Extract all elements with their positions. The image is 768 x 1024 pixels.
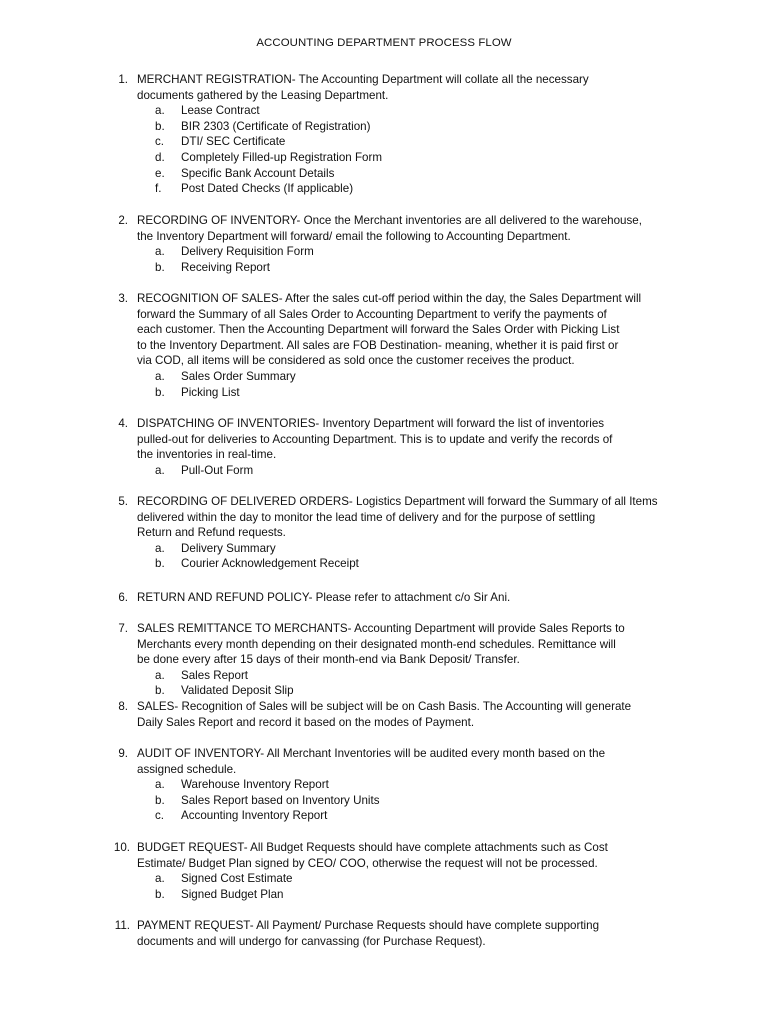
sub-item-letter: b.	[155, 793, 165, 807]
item-number: 3.	[118, 292, 128, 305]
item-text: AUDIT OF INVENTORY- All Merchant Inventories will be audited every month based on the assigned schedule.	[137, 747, 606, 776]
sub-item-letter: c.	[155, 809, 165, 823]
sub-item-text: Picking List	[181, 385, 240, 399]
sub-item-letter: b.	[155, 385, 165, 399]
item-text: BUDGET REQUEST- All Budget Requests should have complete attachments such as Cost Estimate/ Budget Plan signed by CEO/ COO, otherwise the request will not be processed.	[137, 841, 608, 870]
sub-item-text: Receiving Report	[181, 260, 270, 274]
item-text: SALES- Recognition of Sales will be subject will be on Cash Basis. The Accounting will generate Daily Sales Report and record it based on the modes of Payment.	[137, 700, 632, 729]
sub-item-text: Pull-Out Form	[181, 463, 254, 477]
sub-item-text: Sales Report	[181, 668, 249, 682]
item-number: 5.	[118, 495, 128, 508]
item-number: 8.	[118, 700, 128, 713]
sub-item-letter: b.	[155, 119, 165, 133]
sub-item-letter: c.	[155, 135, 165, 149]
sub-item-letter: b.	[155, 684, 165, 698]
sub-item-letter: a.	[155, 541, 165, 555]
sub-item-letter: b.	[155, 260, 165, 274]
item-number: 7.	[118, 622, 128, 635]
sub-item-text: Warehouse Inventory Report	[181, 778, 329, 792]
sub-item-text: Sales Order Summary	[181, 370, 296, 383]
item-text: RECORDING OF DELIVERED ORDERS- Logistics Department will forward the Summary of all Items delivered within the day to monitor the lead time of delivery and for the purpose of settling Return and Refund requests.	[137, 495, 658, 540]
item-text: MERCHANT REGISTRATION- The Accounting Department will collate all the necessary documents gathered by the Leasing Department.	[137, 73, 589, 102]
item-number: 1.	[118, 73, 128, 86]
item-text: PAYMENT REQUEST- All Payment/ Purchase Requests should have complete supporting documents and will undergo for canvassing (for Purchase Request).	[137, 919, 600, 948]
item-number: 4.	[118, 417, 128, 430]
item-text: DISPATCHING OF INVENTORIES- Inventory Department will forward the list of inventories pulled-out for deliveries to Accounting Department. This is to update and verify the records of the inventories in real-time.	[137, 417, 613, 462]
sub-item-letter: a.	[155, 778, 165, 792]
item-text: RETURN AND REFUND POLICY- Please refer to attachment c/o Sir Ani.	[137, 591, 511, 604]
sub-item-letter: a.	[155, 668, 165, 682]
sub-item-text: Delivery Summary	[181, 541, 276, 555]
sub-item-text: Post Dated Checks (If applicable)	[181, 182, 354, 196]
sub-item-text: Completely Filled-up Registration Form	[181, 151, 383, 164]
item-text: RECOGNITION OF SALES- After the sales cut-off period within the day, the Sales Department will forward the Summary of all Sales Order to Accounting Department to verify the payments of each customer. Then the Accounting Department will forward the Sales Order with Picking List to the Inventory Department. All sales are FOB Destination- meaning, whether it is paid first or via COD, all items will be considered as sold once the customer receives the product.	[137, 292, 642, 368]
sub-item-letter: d.	[155, 151, 165, 164]
sub-item-text: DTI/ SEC Certificate	[181, 135, 286, 149]
item-number: 6.	[118, 591, 128, 604]
sub-item-text: Signed Budget Plan	[181, 887, 284, 901]
sub-item-text: BIR 2303 (Certificate of Registration)	[181, 119, 371, 133]
sub-item-text: Courier Acknowledgement Receipt	[181, 557, 359, 571]
sub-item-letter: a.	[155, 245, 165, 259]
item-text: RECORDING OF INVENTORY- Once the Merchant inventories are all delivered to the warehouse, the Inventory Department will forward/ email the following to Accounting Department.	[137, 214, 642, 243]
document-title: ACCOUNTING DEPARTMENT PROCESS FLOW	[256, 37, 512, 49]
sub-item-letter: a.	[155, 872, 165, 886]
item-number: 2.	[118, 214, 128, 227]
sub-item-letter: b.	[155, 557, 165, 571]
item-number: 10.	[113, 841, 130, 854]
item-number: 9.	[118, 747, 128, 760]
sub-item-letter: f.	[155, 182, 162, 196]
sub-item-text: Sales Report based on Inventory Units	[181, 793, 380, 807]
sub-item-text: Accounting Inventory Report	[181, 809, 328, 823]
sub-item-letter: a.	[155, 370, 165, 383]
sub-item-text: Validated Deposit Slip	[181, 684, 294, 698]
sub-item-text: Specific Bank Account Details	[181, 166, 335, 180]
sub-item-text: Lease Contract	[181, 104, 260, 118]
sub-item-letter: a.	[155, 104, 165, 118]
sub-item-letter: b.	[155, 887, 165, 901]
sub-item-letter: a.	[155, 463, 165, 477]
sub-item-letter: e.	[155, 166, 165, 180]
sub-item-text: Delivery Requisition Form	[181, 245, 314, 259]
item-number: 11.	[114, 919, 130, 932]
sub-item-text: Signed Cost Estimate	[181, 872, 293, 886]
item-text: SALES REMITTANCE TO MERCHANTS- Accounting Department will provide Sales Reports to Merchants every month depending on their designated month-end schedules. Remittance will be done every after 15 days of their month-end via Bank Deposit/ Transfer.	[137, 622, 625, 667]
